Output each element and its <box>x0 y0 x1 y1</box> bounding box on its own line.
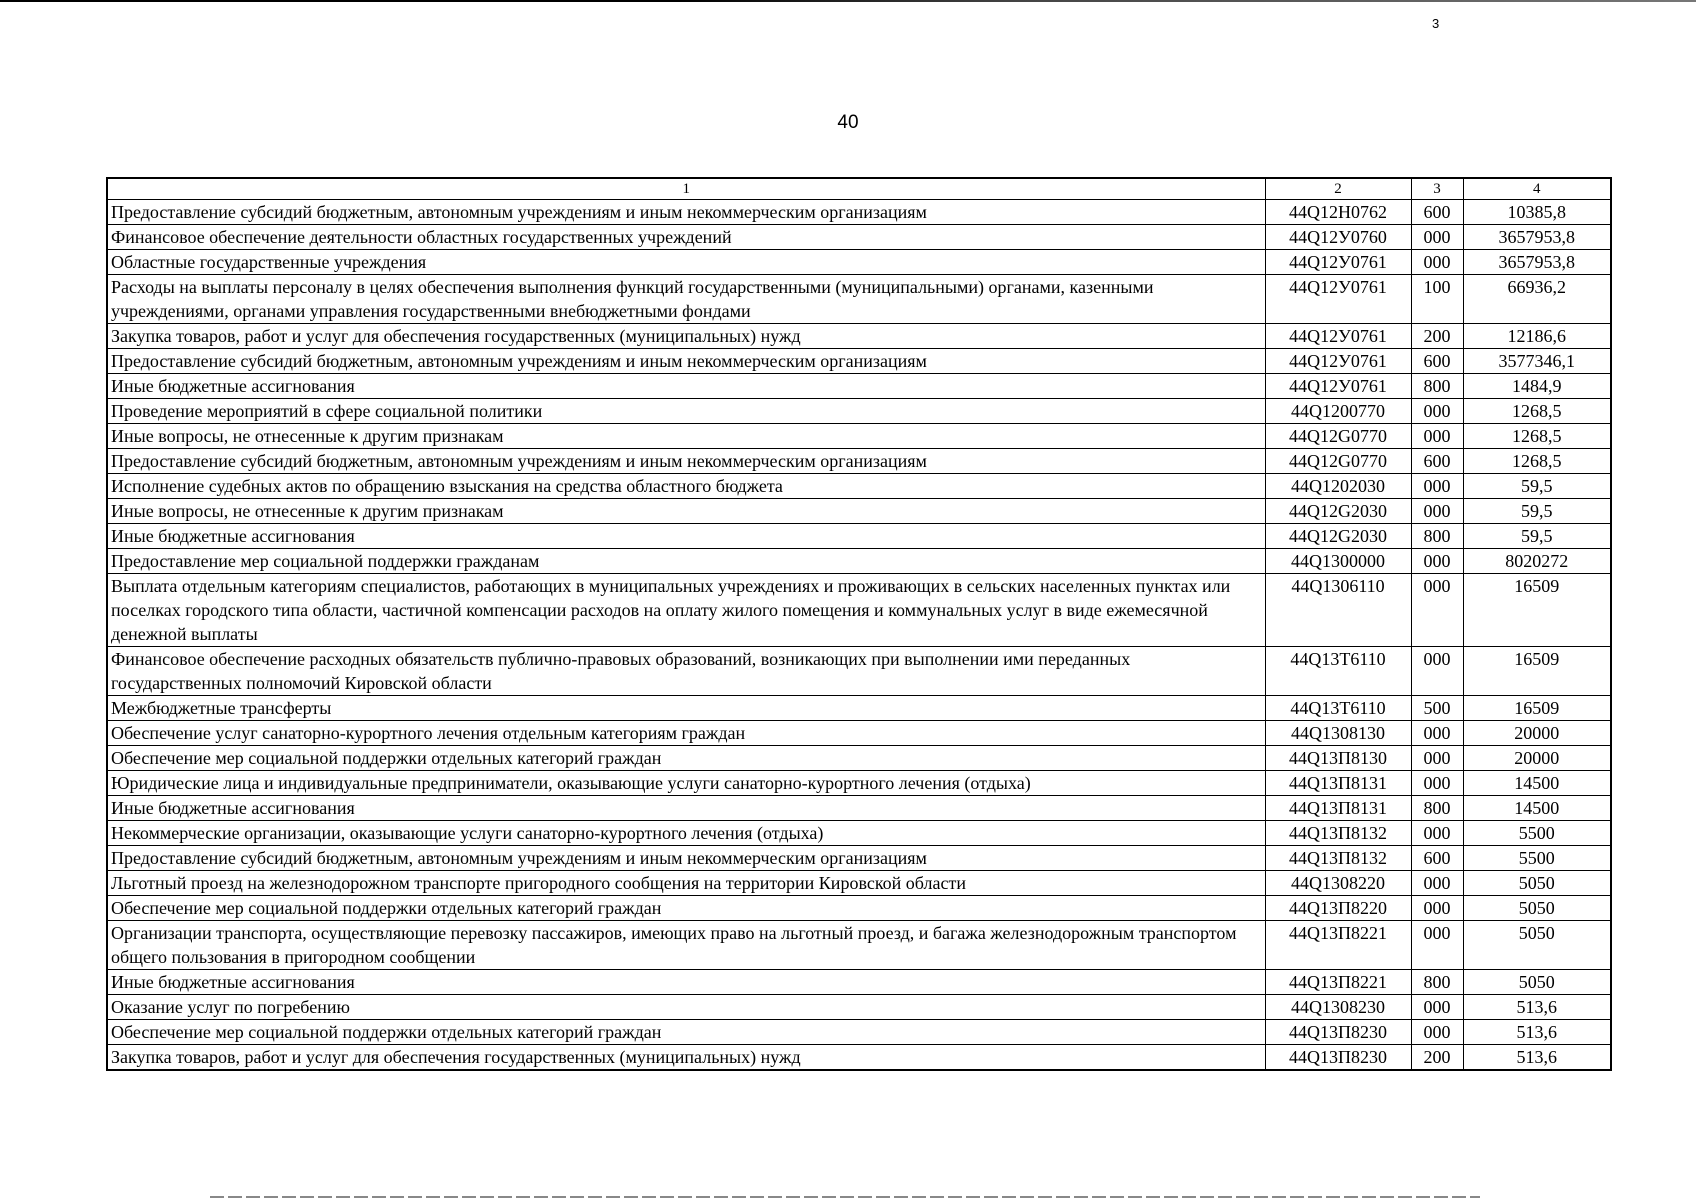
row-type: 000 <box>1411 771 1463 796</box>
row-description: Иные бюджетные ассигнования <box>107 796 1265 821</box>
row-code: 44Q13П8220 <box>1265 896 1411 921</box>
row-code: 44Q13П8221 <box>1265 921 1411 970</box>
row-code: 44Q13П8132 <box>1265 846 1411 871</box>
row-type: 800 <box>1411 970 1463 995</box>
row-type: 600 <box>1411 349 1463 374</box>
row-code: 44Q1306110 <box>1265 574 1411 647</box>
row-type: 000 <box>1411 549 1463 574</box>
row-amount: 59,5 <box>1463 499 1611 524</box>
row-type: 000 <box>1411 647 1463 696</box>
row-code: 44Q12G0770 <box>1265 449 1411 474</box>
row-description: Обеспечение мер социальной поддержки отдельных категорий граждан <box>107 746 1265 771</box>
row-type: 800 <box>1411 796 1463 821</box>
row-code: 44Q13П8132 <box>1265 821 1411 846</box>
row-description: Оказание услуг по погребению <box>107 995 1265 1020</box>
row-type: 600 <box>1411 200 1463 225</box>
row-amount: 5050 <box>1463 921 1611 970</box>
row-amount: 59,5 <box>1463 524 1611 549</box>
column-header-2: 2 <box>1265 178 1411 200</box>
row-description: Расходы на выплаты персоналу в целях обеспечения выполнения функций государственными (муниципальными) органами, казенными учреждениями, органами управления государственными внебюджетными фондами <box>107 275 1265 324</box>
row-code: 44Q12У0761 <box>1265 374 1411 399</box>
row-amount: 16509 <box>1463 574 1611 647</box>
row-amount: 3657953,8 <box>1463 225 1611 250</box>
row-type: 000 <box>1411 225 1463 250</box>
row-type: 000 <box>1411 1020 1463 1045</box>
row-description: Обеспечение мер социальной поддержки отдельных категорий граждан <box>107 896 1265 921</box>
row-type: 200 <box>1411 1045 1463 1071</box>
row-description: Финансовое обеспечение расходных обязательств публично-правовых образований, возникающих при выполнении ими переданных государственных полномочий Кировской области <box>107 647 1265 696</box>
row-code: 44Q13T6110 <box>1265 647 1411 696</box>
row-amount: 66936,2 <box>1463 275 1611 324</box>
row-type: 800 <box>1411 374 1463 399</box>
row-type: 000 <box>1411 896 1463 921</box>
table-row <box>107 647 1611 696</box>
row-type: 000 <box>1411 474 1463 499</box>
scan-edge-top <box>0 0 1696 2</box>
table-row <box>107 225 1611 250</box>
row-amount: 59,5 <box>1463 474 1611 499</box>
row-code: 44Q12У0761 <box>1265 324 1411 349</box>
row-description: Областные государственные учреждения <box>107 250 1265 275</box>
table-row <box>107 1020 1611 1045</box>
row-amount: 5050 <box>1463 970 1611 995</box>
row-description: Предоставление субсидий бюджетным, автономным учреждениям и иным некоммерческим организациям <box>107 846 1265 871</box>
table-row <box>107 746 1611 771</box>
row-description: Проведение мероприятий в сфере социальной политики <box>107 399 1265 424</box>
row-description: Некоммерческие организации, оказывающие услуги санаторно-курортного лечения (отдыха) <box>107 821 1265 846</box>
row-code: 44Q12G2030 <box>1265 524 1411 549</box>
row-type: 000 <box>1411 250 1463 275</box>
row-amount: 20000 <box>1463 721 1611 746</box>
table-row <box>107 524 1611 549</box>
row-code: 44Q1308220 <box>1265 871 1411 896</box>
row-amount: 5500 <box>1463 821 1611 846</box>
table-row <box>107 846 1611 871</box>
row-amount: 14500 <box>1463 771 1611 796</box>
row-type: 000 <box>1411 574 1463 647</box>
row-code: 44Q13П8131 <box>1265 796 1411 821</box>
column-header-1: 1 <box>107 178 1265 200</box>
row-description: Юридические лица и индивидуальные предприниматели, оказывающие услуги санаторно-курортного лечения (отдыха) <box>107 771 1265 796</box>
table-row <box>107 821 1611 846</box>
row-amount: 16509 <box>1463 696 1611 721</box>
scan-edge-bottom <box>210 1196 1480 1198</box>
row-amount: 513,6 <box>1463 995 1611 1020</box>
row-type: 200 <box>1411 324 1463 349</box>
table-row <box>107 399 1611 424</box>
row-amount: 8020272 <box>1463 549 1611 574</box>
row-code: 44Q13П8230 <box>1265 1045 1411 1071</box>
row-description: Предоставление субсидий бюджетным, автономным учреждениям и иным некоммерческим организациям <box>107 449 1265 474</box>
row-amount: 3577346,1 <box>1463 349 1611 374</box>
table-row <box>107 574 1611 647</box>
table-header-row <box>107 178 1611 200</box>
row-type: 000 <box>1411 921 1463 970</box>
row-description: Закупка товаров, работ и услуг для обеспечения государственных (муниципальных) нужд <box>107 324 1265 349</box>
table-row <box>107 324 1611 349</box>
table-row <box>107 871 1611 896</box>
row-code: 44Q13П8131 <box>1265 771 1411 796</box>
table-row <box>107 499 1611 524</box>
table-row <box>107 696 1611 721</box>
corner-mark: 3 <box>1432 16 1440 31</box>
row-amount: 10385,8 <box>1463 200 1611 225</box>
row-description: Предоставление субсидий бюджетным, автономным учреждениям и иным некоммерческим организациям <box>107 349 1265 374</box>
row-amount: 513,6 <box>1463 1020 1611 1045</box>
row-description: Финансовое обеспечение деятельности областных государственных учреждений <box>107 225 1265 250</box>
table-row <box>107 275 1611 324</box>
row-description: Обеспечение мер социальной поддержки отдельных категорий граждан <box>107 1020 1265 1045</box>
row-description: Межбюджетные трансферты <box>107 696 1265 721</box>
row-code: 44Q1308130 <box>1265 721 1411 746</box>
row-type: 100 <box>1411 275 1463 324</box>
row-amount: 5500 <box>1463 846 1611 871</box>
row-description: Иные вопросы, не отнесенные к другим признакам <box>107 424 1265 449</box>
row-code: 44Q13П8221 <box>1265 970 1411 995</box>
table-row <box>107 771 1611 796</box>
row-description: Закупка товаров, работ и услуг для обеспечения государственных (муниципальных) нужд <box>107 1045 1265 1071</box>
row-type: 000 <box>1411 424 1463 449</box>
row-code: 44Q12H0762 <box>1265 200 1411 225</box>
table-row <box>107 995 1611 1020</box>
row-code: 44Q12У0761 <box>1265 275 1411 324</box>
row-code: 44Q12G0770 <box>1265 424 1411 449</box>
row-code: 44Q1308230 <box>1265 995 1411 1020</box>
row-type: 000 <box>1411 821 1463 846</box>
row-amount: 20000 <box>1463 746 1611 771</box>
row-description: Иные бюджетные ассигнования <box>107 374 1265 399</box>
row-amount: 513,6 <box>1463 1045 1611 1071</box>
row-code: 44Q12У0761 <box>1265 250 1411 275</box>
row-description: Иные бюджетные ассигнования <box>107 524 1265 549</box>
table-row <box>107 796 1611 821</box>
row-description: Иные вопросы, не отнесенные к другим признакам <box>107 499 1265 524</box>
row-code: 44Q1300000 <box>1265 549 1411 574</box>
row-amount: 14500 <box>1463 796 1611 821</box>
budget-table <box>106 177 1612 1071</box>
table-row <box>107 549 1611 574</box>
row-amount: 3657953,8 <box>1463 250 1611 275</box>
row-code: 44Q13П8230 <box>1265 1020 1411 1045</box>
row-amount: 12186,6 <box>1463 324 1611 349</box>
row-type: 000 <box>1411 746 1463 771</box>
table-row <box>107 921 1611 970</box>
row-code: 44Q13T6110 <box>1265 696 1411 721</box>
row-type: 600 <box>1411 449 1463 474</box>
row-code: 44Q12G2030 <box>1265 499 1411 524</box>
row-type: 000 <box>1411 995 1463 1020</box>
column-header-4: 4 <box>1463 178 1611 200</box>
table-row <box>107 721 1611 746</box>
row-type: 000 <box>1411 871 1463 896</box>
table-row <box>107 200 1611 225</box>
row-type: 800 <box>1411 524 1463 549</box>
row-type: 500 <box>1411 696 1463 721</box>
row-description: Выплата отдельным категориям специалистов, работающих в муниципальных учреждениях и проживающих в сельских населенных пунктах или поселках городского типа области, частичной компенсации расходов на оплату жилого помещения и коммунальных услуг в виде ежемесячной денежной выплаты <box>107 574 1265 647</box>
row-code: 44Q12У0760 <box>1265 225 1411 250</box>
row-description: Предоставление мер социальной поддержки гражданам <box>107 549 1265 574</box>
table-row <box>107 449 1611 474</box>
table-row <box>107 374 1611 399</box>
column-header-3: 3 <box>1411 178 1463 200</box>
row-amount: 1484,9 <box>1463 374 1611 399</box>
table-row <box>107 474 1611 499</box>
row-description: Иные бюджетные ассигнования <box>107 970 1265 995</box>
table-row <box>107 349 1611 374</box>
row-amount: 5050 <box>1463 896 1611 921</box>
row-description: Предоставление субсидий бюджетным, автономным учреждениям и иным некоммерческим организациям <box>107 200 1265 225</box>
row-type: 000 <box>1411 499 1463 524</box>
row-code: 44Q1200770 <box>1265 399 1411 424</box>
row-code: 44Q1202030 <box>1265 474 1411 499</box>
row-description: Обеспечение услуг санаторно-курортного лечения отдельным категориям граждан <box>107 721 1265 746</box>
row-amount: 1268,5 <box>1463 399 1611 424</box>
row-amount: 16509 <box>1463 647 1611 696</box>
table-row <box>107 424 1611 449</box>
row-type: 000 <box>1411 399 1463 424</box>
table-row <box>107 250 1611 275</box>
row-amount: 1268,5 <box>1463 449 1611 474</box>
row-type: 000 <box>1411 721 1463 746</box>
table-row <box>107 896 1611 921</box>
table-row <box>107 970 1611 995</box>
row-description: Льготный проезд на железнодорожном транспорте пригородного сообщения на территории Кировской области <box>107 871 1265 896</box>
row-amount: 5050 <box>1463 871 1611 896</box>
row-type: 600 <box>1411 846 1463 871</box>
row-description: Исполнение судебных актов по обращению взыскания на средства областного бюджета <box>107 474 1265 499</box>
row-code: 44Q13П8130 <box>1265 746 1411 771</box>
row-description: Организации транспорта, осуществляющие перевозку пассажиров, имеющих право на льготный проезд, и багажа железнодорожным транспортом общего пользования в пригородном сообщении <box>107 921 1265 970</box>
page-number: 40 <box>837 112 859 133</box>
table-row <box>107 1045 1611 1071</box>
row-amount: 1268,5 <box>1463 424 1611 449</box>
row-code: 44Q12У0761 <box>1265 349 1411 374</box>
